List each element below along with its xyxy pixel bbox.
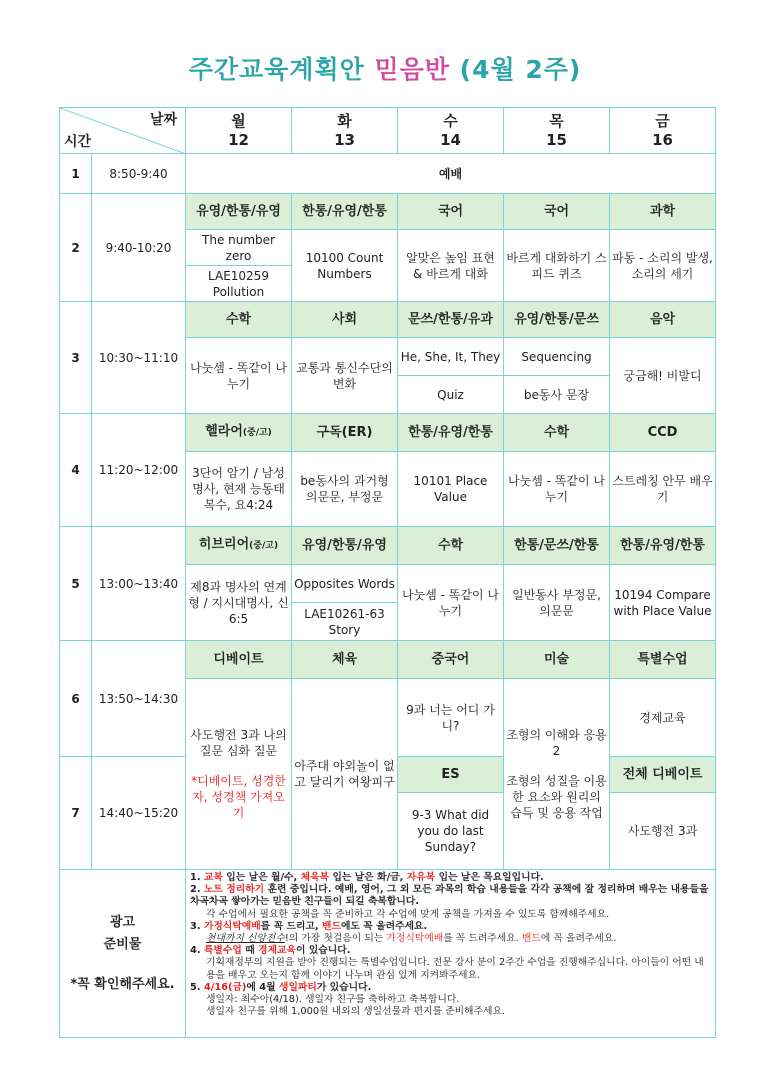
- subject-cell: 유영/한통/문쓰: [504, 302, 610, 338]
- lesson-cell: Opposites Words: [292, 565, 398, 603]
- notice-detail: 기획재정부의 지원을 받아 진행되는 특별수업입니다. 전문 강사 분이 2주간 수업을 진행해주십니다. 아이들이 어떤 내용을 배우고 오는지 함께 이야기 나누며 관심 있게 지켜봐주세요.: [206, 957, 704, 981]
- subject-cell: 디베이트: [186, 641, 292, 679]
- lesson-cell: Sequencing: [504, 338, 610, 376]
- subject-cell: 한통/유영/한통: [398, 414, 504, 452]
- lesson-cell: be동사의 과거형 의문문, 부정문: [292, 452, 398, 527]
- lesson-cell: 사도행전 3과: [610, 793, 716, 870]
- lesson-cell: LAE10261-63 Story: [292, 603, 398, 641]
- subject-cell: 전체 디베이트: [610, 757, 716, 793]
- notice-item: 4. 특별수업 때 경제교육이 있습니다.: [190, 945, 351, 957]
- lesson-cell: 10194 Compare with Place Value: [610, 565, 716, 641]
- subject-cell: 수학: [186, 302, 292, 338]
- time-label: 시간: [64, 134, 92, 150]
- weekly-plan-table: [59, 107, 716, 1038]
- day-header-fri: 금 16: [610, 108, 716, 154]
- subject-cell: 사회: [292, 302, 398, 338]
- subject-cell: 과학: [610, 194, 716, 230]
- notice-detail: 천대까지 신앙전수!의 가장 첫걸음이 되는 가정식탁예배를 꼭 드려주세요. 밴드에 꼭 올려주세요.: [206, 933, 617, 945]
- title-week: (4월 2주): [459, 55, 582, 84]
- day-header-thu: 목 15: [504, 108, 610, 154]
- subject-cell: 한통/문쓰/한통: [504, 527, 610, 565]
- lesson-cell: 조형의 이해와 응용2 조형의 성질을 이용한 요소와 원리의 습득 및 응용 작업: [504, 679, 610, 870]
- lesson-cell: 일반동사 부정문, 의문문: [504, 565, 610, 641]
- subject-cell: 수학: [398, 527, 504, 565]
- lesson-cell: 아주대 야외놀이 없고 달리기 여왕피구: [292, 679, 398, 870]
- notice-detail: 생일자 친구를 위해 1,000원 내외의 생일선물과 편지를 준비해주세요.: [206, 1006, 506, 1018]
- subject-cell: 히브리어(중/고): [186, 527, 292, 565]
- notice-detail: 생일자: 최수아(4/18). 생일자 친구를 축하하고 축복합니다.: [206, 994, 460, 1006]
- title-prefix: 주간교육계획안: [188, 55, 365, 84]
- subject-cell: CCD: [610, 414, 716, 452]
- subject-cell: 국어: [504, 194, 610, 230]
- subject-cell: 미술: [504, 641, 610, 679]
- notice-side-label: 광고 준비물 *꼭 확인해주세요.: [60, 870, 186, 1038]
- lesson-cell: 3단어 암기 / 남성명사, 현재 능동태 복수, 요4:24: [186, 452, 292, 527]
- subject-cell: 수학: [504, 414, 610, 452]
- lesson-cell: 교통과 통신수단의 변화: [292, 338, 398, 414]
- subject-cell: 문쓰/한통/유과: [398, 302, 504, 338]
- period-time: 11:20~12:00: [92, 414, 186, 527]
- day-header-wed: 수 14: [398, 108, 504, 154]
- notice-detail: 각 수업에서 필요한 공책을 꼭 준비하고 각 수업에 맞게 공책을 가져올 수 있도록 함께해주세요.: [206, 908, 610, 920]
- page-title: [0, 50, 770, 86]
- subject-cell: 국어: [398, 194, 504, 230]
- period-number: 3: [60, 302, 92, 414]
- subject-cell: ES: [398, 757, 504, 793]
- lesson-cell: The number zero: [186, 230, 292, 266]
- worship-cell: 예배: [186, 154, 716, 194]
- lesson-cell: 사도행전 3과 나의 질문 심화 질문 *디베이트, 성경한자, 성경책 가져오기: [186, 679, 292, 870]
- day-header-tue: 화 13: [292, 108, 398, 154]
- notice-item: 1. 교복 입는 날은 월/수, 체육복 입는 날은 화/금, 자유복 입는 날은 목요일입니다.: [190, 872, 544, 883]
- period-number: 2: [60, 194, 92, 302]
- bring-items-note: *디베이트, 성경한자, 성경책 가져오기: [191, 774, 286, 820]
- lesson-cell: 9-3 What did you do last Sunday?: [398, 793, 504, 870]
- subject-cell: 구독(ER): [292, 414, 398, 452]
- subject-cell: 헬라어(중/고): [186, 414, 292, 452]
- lesson-cell: 제8과 명사의 연계형 / 지시대명사, 신6:5: [186, 565, 292, 641]
- notice-item: 2. 노트 정리하기 훈련 중입니다. 예배, 영어, 그 외 모든 과목의 학습 내용들을 각각 공책에 잘 정리하며 배우는 내용들을 차곡차곡 쌓아가는 믿음반 친구들이 되길 축복합니다.: [190, 884, 709, 908]
- period-number: 1: [60, 154, 92, 194]
- lesson-cell: 파동 - 소리의 발생, 소리의 세기: [610, 230, 716, 302]
- lesson-cell: 경제교육: [610, 679, 716, 757]
- lesson-cell: LAE10259 Pollution: [186, 266, 292, 302]
- lesson-cell: 10101 Place Value: [398, 452, 504, 527]
- period-number: 4: [60, 414, 92, 527]
- notice-content: [186, 870, 716, 1038]
- lesson-cell: 바르게 대화하기 스피드 퀴즈: [504, 230, 610, 302]
- lesson-cell: 10100 Count Numbers: [292, 230, 398, 302]
- period-time: 8:50-9:40: [92, 154, 186, 194]
- period-time: 14:40~15:20: [92, 757, 186, 870]
- period-time: 9:40-10:20: [92, 194, 186, 302]
- lesson-cell: 9과 너는 어디 가니?: [398, 679, 504, 757]
- subject-cell: 특별수업: [610, 641, 716, 679]
- period-time: 10:30~11:10: [92, 302, 186, 414]
- subject-cell: 음악: [610, 302, 716, 338]
- subject-cell: 유영/한통/유영: [292, 527, 398, 565]
- date-label: 날짜: [149, 112, 177, 128]
- subject-cell: 한통/유영/한통: [610, 527, 716, 565]
- lesson-cell: 나눗셈 - 똑같이 나누기: [186, 338, 292, 414]
- day-header-mon: 월 12: [186, 108, 292, 154]
- subject-cell: 유영/한통/유영: [186, 194, 292, 230]
- notice-item: 5. 4/16(금)에 4월 생일파티가 있습니다.: [190, 981, 372, 993]
- lesson-cell: 나눗셈 - 똑같이 나누기: [398, 565, 504, 641]
- lesson-cell: Quiz: [398, 376, 504, 414]
- period-time: 13:00~13:40: [92, 527, 186, 641]
- period-time: 13:50~14:30: [92, 641, 186, 757]
- header-diagonal-cell: [60, 108, 186, 154]
- lesson-cell: 스트레칭 안무 배우기: [610, 452, 716, 527]
- period-number: 6: [60, 641, 92, 757]
- lesson-cell: 나눗셈 - 똑같이 나누기: [504, 452, 610, 527]
- title-class-name: 믿음반: [374, 55, 450, 84]
- subject-cell: 한통/유영/한통: [292, 194, 398, 230]
- subject-cell: 체육: [292, 641, 398, 679]
- lesson-cell: He, She, It, They: [398, 338, 504, 376]
- period-number: 7: [60, 757, 92, 870]
- lesson-cell: be동사 문장: [504, 376, 610, 414]
- subject-cell: 중국어: [398, 641, 504, 679]
- lesson-cell: 알맞은 높임 표현 & 바르게 대화: [398, 230, 504, 302]
- notice-item: 3. 가정식탁예배를 꼭 드리고, 밴드에도 꼭 올려주세요.: [190, 920, 428, 932]
- lesson-cell: 궁금해! 비발디: [610, 338, 716, 414]
- period-number: 5: [60, 527, 92, 641]
